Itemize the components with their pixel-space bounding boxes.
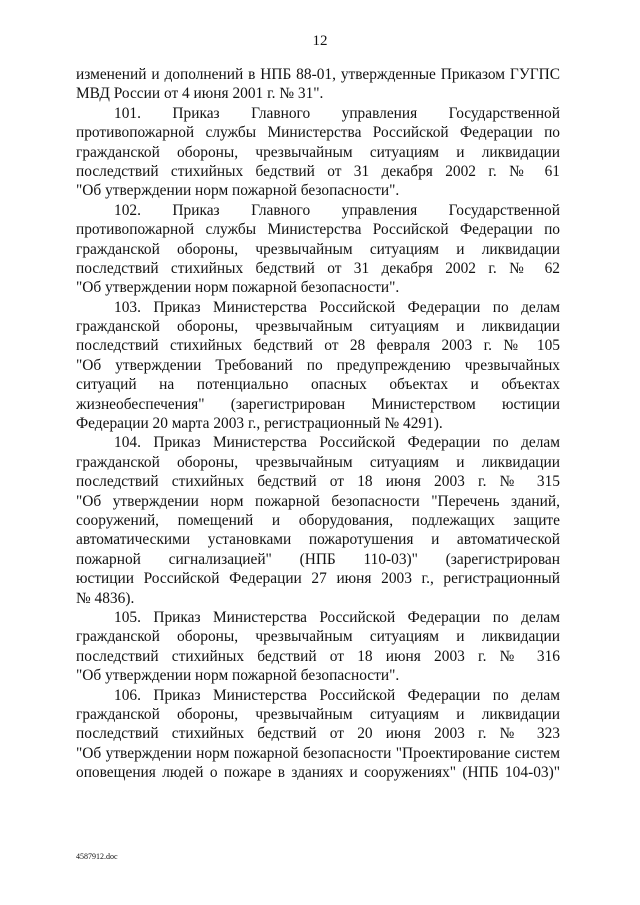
paragraph-first-line: 101. Приказ Главного управления Государственной xyxy=(114,104,560,122)
text-line: Федерации 20 марта 2003 г., регистрационный № 4291). xyxy=(76,415,443,433)
text-line: "Об утверждении норм пожарной безопасности". xyxy=(76,667,400,685)
paragraph-first-line: 104. Приказ Министерства Российской Федерации по делам xyxy=(114,434,560,452)
text-line: изменений и дополнений в НПБ 88-01, утвержденные Приказом ГУГПС xyxy=(76,66,560,83)
text-line: гражданской обороны, чрезвычайным ситуациям и ликвидации xyxy=(76,705,560,723)
text-line: последствий стихийных бедствий от 31 декабря 2002 г. № 62 xyxy=(76,259,560,277)
file-name-footer: 4587912.doc xyxy=(76,852,118,861)
text-line: "Об утверждении Требований по предупреждению чрезвычайных xyxy=(76,356,560,374)
text-line: сооружений, помещений и оборудования, подлежащих защите xyxy=(76,511,560,529)
text-line: гражданской обороны, чрезвычайным ситуациям и ликвидации xyxy=(76,453,560,471)
paragraph-first-line: 106. Приказ Министерства Российской Федерации по делам xyxy=(114,686,560,704)
text-line: МВД России от 4 июня 2001 г. № 31". xyxy=(76,85,324,103)
text-line: ситуаций на потенциально опасных объектах и объектах xyxy=(76,376,560,394)
text-line: юстиции Российской Федерации 27 июня 2003 г., регистрационный xyxy=(76,570,560,588)
text-line: последствий стихийных бедствий от 18 июня 2003 г. № 316 xyxy=(76,647,560,665)
text-line: "Об утверждении норм пожарной безопасности "Перечень зданий, xyxy=(76,492,560,510)
text-line: жизнеобеспечения" (зарегистрирован Министерством юстиции xyxy=(76,395,560,413)
paragraph-first-line: 105. Приказ Министерства Российской Федерации по делам xyxy=(114,608,560,626)
text-line: пожарной сигнализацией" (НПБ 110-03)" (зарегистрирован xyxy=(76,550,560,568)
text-line: "Об утверждении норм пожарной безопасности". xyxy=(76,182,400,200)
text-line: противопожарной службы Министерства Российской Федерации по xyxy=(76,221,560,239)
page-number: 12 xyxy=(312,33,328,49)
text-line: гражданской обороны, чрезвычайным ситуациям и ликвидации xyxy=(76,628,560,646)
text-line: противопожарной службы Министерства Российской Федерации по xyxy=(76,124,560,142)
text-line: последствий стихийных бедствий от 18 июня 2003 г. № 315 xyxy=(76,473,560,491)
document-body xyxy=(76,65,560,782)
text-line: оповещения людей о пожаре в зданиях и сооружениях" (НПБ 104-03)" xyxy=(76,764,560,782)
text-line: гражданской обороны, чрезвычайным ситуациям и ликвидации xyxy=(76,318,560,336)
paragraph-first-line: 103. Приказ Министерства Российской Федерации по делам xyxy=(114,298,560,316)
text-line: гражданской обороны, чрезвычайным ситуациям и ликвидации xyxy=(76,240,560,258)
text-line: последствий стихийных бедствий от 28 февраля 2003 г. № 105 xyxy=(76,337,560,355)
text-line: № 4836). xyxy=(76,589,135,607)
text-line: "Об утверждении норм пожарной безопасности". xyxy=(76,279,400,297)
text-line: "Об утверждении норм пожарной безопасности "Проектирование систем xyxy=(76,744,560,762)
text-line: последствий стихийных бедствий от 31 декабря 2002 г. № 61 xyxy=(76,162,560,180)
paragraph-first-line: 102. Приказ Главного управления Государственной xyxy=(114,201,560,219)
text-line: гражданской обороны, чрезвычайным ситуациям и ликвидации xyxy=(76,143,560,161)
text-line: последствий стихийных бедствий от 20 июня 2003 г. № 323 xyxy=(76,725,560,743)
text-line: автоматическими установками пожаротушения и автоматической xyxy=(76,531,560,549)
